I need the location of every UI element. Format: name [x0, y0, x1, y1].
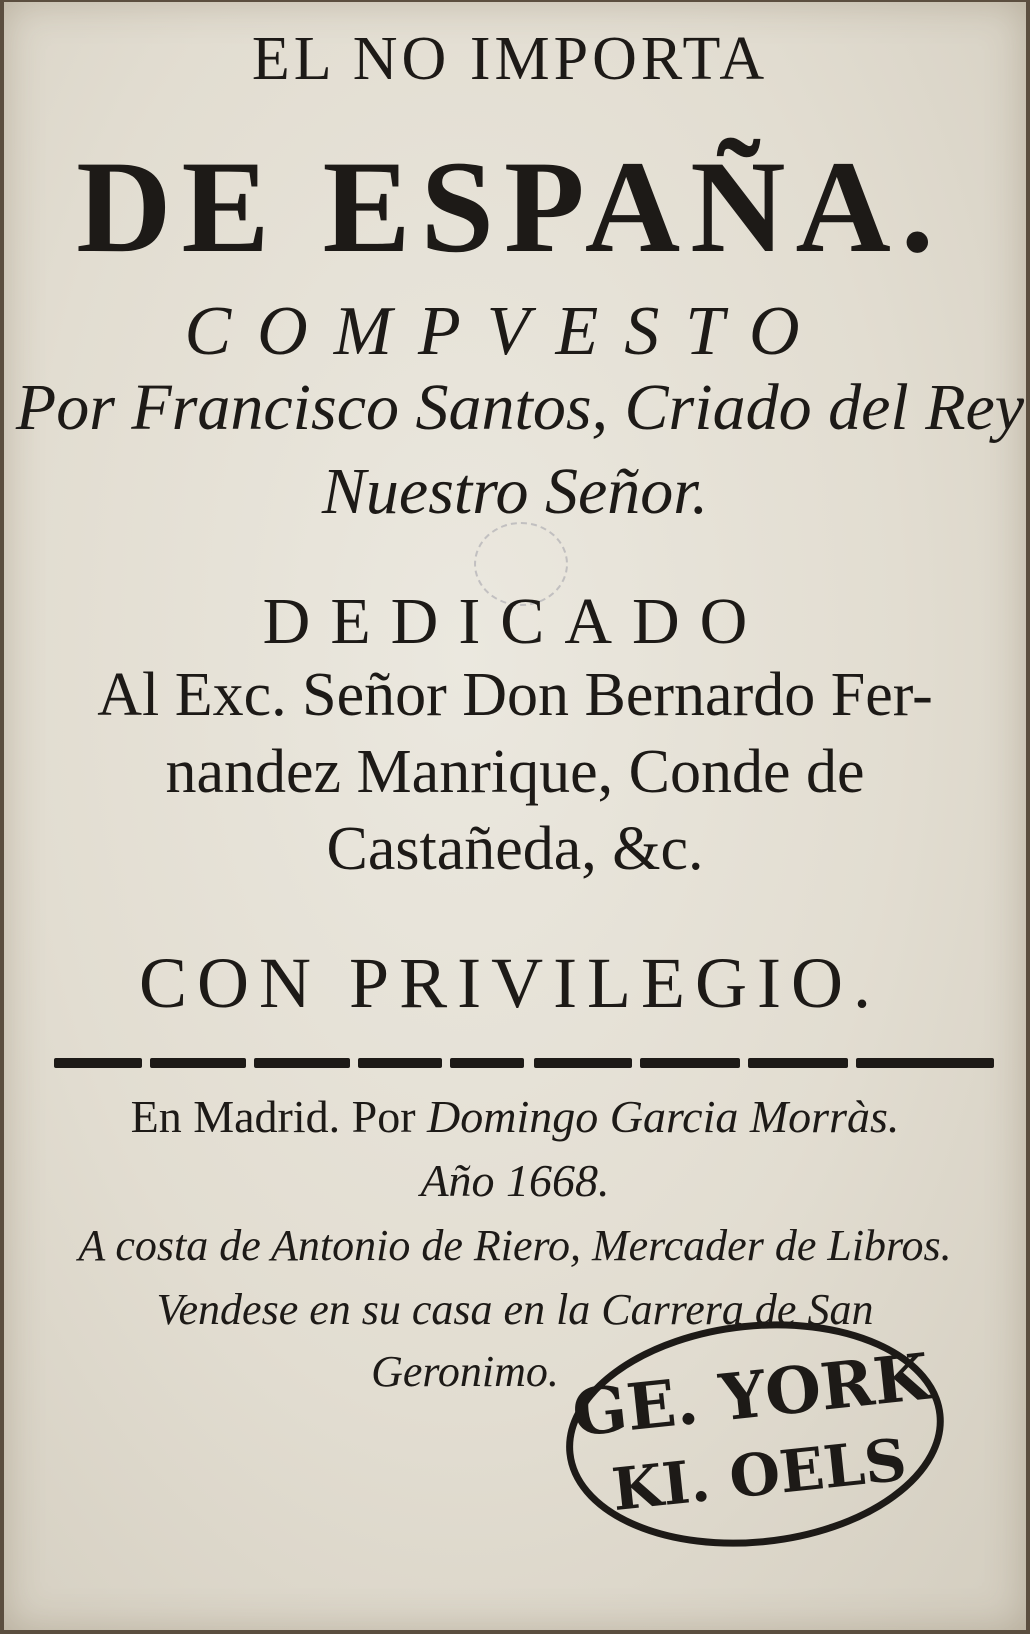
imprint-year: Año 1668. — [420, 1155, 610, 1206]
stamp-line-1: GE. YORK — [568, 1339, 933, 1452]
dedication-line-1: Al Exc. Señor Don Bernardo Fer- — [97, 661, 933, 729]
title-line-2: DE ESPAÑA. — [76, 133, 944, 280]
stamp-oval-icon — [549, 1297, 961, 1571]
imprint-line-1 — [4, 1090, 1026, 1143]
divider-rule — [54, 1054, 994, 1070]
compuesto-heading: COMPVESTO — [184, 293, 826, 370]
dedicado-heading: DEDICADO — [262, 585, 768, 658]
title-line-1: EL NO IMPORTA — [251, 25, 769, 93]
privilege-line: CON PRIVILEGIO. — [139, 943, 881, 1023]
imprint-line-4: Vendese en su casa en la Carrera de San — [156, 1285, 874, 1334]
imprint-place: En Madrid. Por — [130, 1091, 416, 1142]
imprint-printer: Domingo Garcia Morràs. — [427, 1091, 900, 1142]
imprint-line-3: A costa de Antonio de Riero, Mercader de Libros. — [78, 1221, 952, 1270]
dedication-line-2: nandez Manrique, Conde de — [165, 738, 865, 806]
author-line: Por Francisco Santos, Criado del Rey — [15, 371, 1025, 444]
ownership-stamp — [549, 1297, 961, 1571]
author-line-2: Nuestro Señor. — [321, 455, 709, 528]
title-page — [4, 2, 1026, 1630]
imprint-line-5: Geronimo. — [371, 1347, 559, 1396]
stamp-line-2: KI. OELS — [608, 1425, 910, 1525]
dedication-line-3: Castañeda, &c. — [326, 815, 704, 883]
